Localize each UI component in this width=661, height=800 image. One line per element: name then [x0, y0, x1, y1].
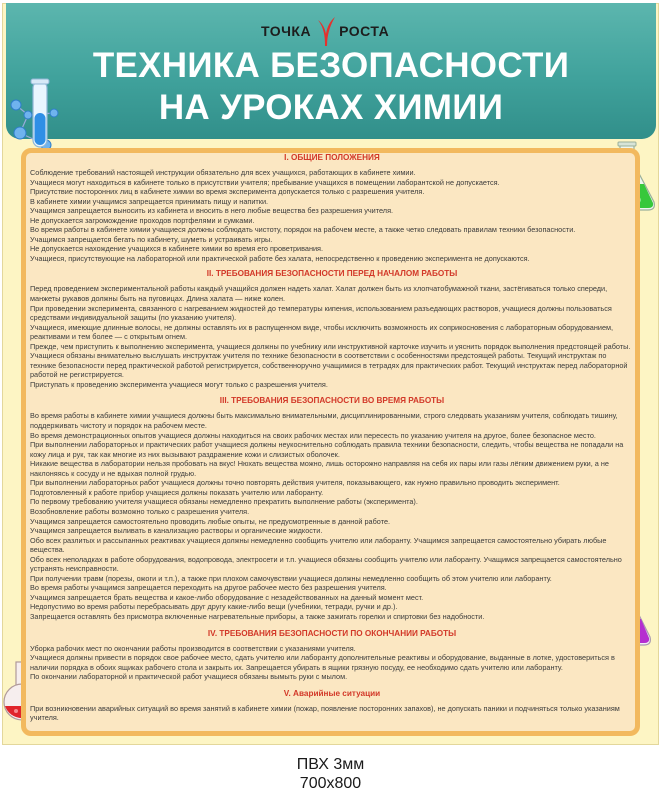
- material-label: ПВХ 3мм: [296, 756, 365, 773]
- paragraph: Не допускается нахождение учащихся в кабинете химии во время его проветривания.: [30, 244, 324, 254]
- paragraph: Возобновление работы возможно только с разрешения учителя.: [30, 506, 250, 516]
- paragraph: При проведении эксперимента, связанного с нагреванием жидкостей до температуры кипения, использованием разъедающих растворов, учащиеся должны пользоваться средствами индивидуальной защиты (по указанию учителя).: [30, 303, 612, 323]
- paragraph: Учащиеся, присутствующие на лабораторной или практической работе без халата, непосредственно к проведению эксперимента не допускаются.: [30, 253, 530, 263]
- paragraph: Присутствие посторонних лиц в кабинете химии во время эксперимента допускается только с разрешения учителя.: [30, 187, 425, 197]
- paragraph: Недопустимо во время работы перебрасывать друг другу какие-либо вещи (учебники, тетради, ручки и др.).: [30, 602, 398, 612]
- instructions-text: [30, 151, 634, 730]
- section-emergencies: [30, 689, 634, 723]
- tochka-rosta-logo: [261, 16, 389, 46]
- paragraph: При выполнении лабораторных и практических работ учащиеся должны неукоснительно соблюдать правила техники безопасности, следить, чтобы вещества не попадали на кожу лица и рук, так как многие из них вызывают раздражение кожи и слизистых оболочек.: [30, 440, 624, 459]
- paragraph: Приступать к проведению эксперимента учащиеся могут только с разрешения учителя.: [30, 379, 328, 389]
- logo-right-word: РОСТА: [339, 23, 390, 39]
- section-heading: I. ОБЩИЕ ПОЛОЖЕНИЯ: [284, 153, 380, 162]
- paragraph: Обо всех разлитых и рассыпанных реактивах учащиеся должны немедленно сообщить учителю или лаборанту. Учащимся запрещается самостоятельно убирать любые вещества.: [30, 535, 607, 555]
- section-heading: IV. ТРЕБОВАНИЯ БЕЗОПАСНОСТИ ПО ОКОНЧАНИИ РАБОТЫ: [207, 628, 457, 638]
- paragraph: При получении травм (порезы, ожоги и т.п.), а также при плохом самочувствии учащиеся должны немедленно сообщить об этом учителю или лаборанту.: [30, 573, 552, 583]
- paragraph: Во время демонстрационных опытов учащиеся должны находиться на своих рабочих местах или пересесть по указанию учителя на другое, более безопасное место.: [30, 430, 596, 440]
- sprout-icon: [314, 16, 336, 46]
- section-general: [30, 153, 634, 263]
- page-title: [6, 45, 656, 129]
- section-heading: II. ТРЕБОВАНИЯ БЕЗОПАСНОСТИ ПЕРЕД НАЧАЛОМ РАБОТЫ: [206, 269, 458, 279]
- paragraph: Соблюдение требований настоящей инструкции обязательно для всех учащихся, работающих в кабинете химии.: [30, 168, 416, 177]
- paragraph: По окончании лабораторной и практической работ учащиеся обязаны вымыть руки с мылом.: [30, 672, 348, 682]
- title-line-2: НА УРОКАХ ХИМИИ: [158, 88, 504, 127]
- section-heading: V. Аварийные ситуации: [283, 688, 381, 698]
- logo-left-word: ТОЧКА: [261, 23, 312, 39]
- paragraph: Прежде, чем приступить к выполнению эксперимента, учащиеся должны по учебнику или инструктивной карточке изучить и уяснить порядок выполнения предстоящей работы.: [30, 341, 631, 351]
- paragraph: При выполнении лабораторных работ учащиеся должны точно повторять действия учителя, показывающего, как нужно правильно проводить эксперимент.: [30, 478, 560, 488]
- paragraph: Учащимся запрещается самостоятельно проводить любые опыты, не предусмотренные в данной работе.: [30, 516, 391, 526]
- paragraph: Учащиеся могут находиться в кабинете только в присутствии учителя; пребывание учащихся в помещении лаборантской не допускается.: [30, 177, 500, 187]
- paragraph: Подготовленный к работе прибор учащиеся должны показать учителю или лаборанту.: [30, 487, 324, 497]
- paragraph: Учащиеся должны привести в порядок свое рабочее место, сдать учителю или лаборанту дополнительные реактивы и оборудование, выданные в лотке, удостовериться в наличии порядка в обоих ящиках рабочего стола и закрыть их. Запрещается убирать в ящики грязную посуду, ее необходимо сдать учителю или лаборанту.: [30, 653, 615, 672]
- title-line-1: ТЕХНИКА БЕЗОПАСНОСТИ: [92, 46, 570, 85]
- paragraph: Во время работы учащимся запрещается переходить на другое рабочее место без разрешения учителя.: [30, 583, 387, 593]
- paragraph: Учащимся запрещается выносить из кабинета и вносить в него любые вещества без разрешения учителя.: [30, 206, 394, 216]
- paragraph: Перед проведением экспериментальной работы каждый учащийся должен надеть халат. Халат должен быть из хлопчатобумажной ткани, застёгиваться только спереди, манжеты рукавов должны быть на пуговицах. Длина халата — ниже колен.: [30, 284, 608, 304]
- header-banner: [6, 3, 656, 139]
- paragraph: Учащимся запрещается брать вещества и какое-либо оборудование с незадействованных на данный момент мест.: [30, 592, 424, 602]
- paragraph: Уборка рабочих мест по окончании работы производится в соответствии с указаниями учителя.: [30, 643, 356, 653]
- paragraph: По первому требованию учителя учащиеся обязаны немедленно прекратить выполнение работы (эксперимента).: [30, 497, 418, 507]
- paragraph: Учащиеся, имеющие длинные волосы, не должны оставлять их в распущенном виде, чтобы исключить возможность их соприкосновения с лабораторным оборудованием, реактивами и тем более — с открытым огнем.: [30, 322, 614, 342]
- size-label: 700x800: [299, 775, 362, 792]
- paragraph: Во время работы в кабинете химии учащиеся должны быть максимально внимательными, дисциплинированными, строго следовать указаниям учителя, соблюдать тишину, поддерживать чистоту и порядок на рабочем месте.: [30, 411, 618, 431]
- paragraph: Не допускается загромождение проходов портфелями и сумками.: [30, 215, 255, 225]
- material-caption: [0, 755, 661, 793]
- paragraph: Никакие вещества в лаборатории нельзя пробовать на вкус! Нюхать вещества можно, лишь осторожно направляя на себя их пары или газы лёгким движением руки, а не наклоняясь к сосуду и не вдыхая полной грудью.: [30, 459, 609, 478]
- section-after-work: [30, 629, 634, 682]
- section-before-work: [30, 269, 634, 389]
- paragraph: В кабинете химии учащимся запрещается принимать пищу и напитки.: [30, 196, 269, 206]
- section-during-work: [30, 396, 634, 621]
- section-heading: III. ТРЕБОВАНИЯ БЕЗОПАСНОСТИ ВО ВРЕМЯ РАБОТЫ: [219, 396, 445, 406]
- paragraph: Учащимся запрещается бегать по кабинету, шуметь и устраивать игры.: [30, 234, 273, 244]
- paragraph: Во время работы в кабинете химии учащиеся должны соблюдать чистоту, порядок на рабочем месте, а также четко следовать правилам техники безопасности.: [30, 225, 576, 235]
- paragraph: Запрещается оставлять без присмотра включенные нагревательные приборы, а также зажигать горелки и спиртовки без надобности.: [30, 611, 485, 621]
- paragraph: При возникновении аварийных ситуаций во время занятий в кабинете химии (пожар, появление посторонних запахов), не допускать паники и подчиняться только указаниям учителя.: [30, 703, 620, 723]
- paragraph: Обо всех неполадках в работе оборудования, водопровода, электросети и т.п. учащиеся обязаны сообщить учителю или лаборанту. Учащимся запрещается самостоятельно устранять неисправности.: [30, 554, 622, 574]
- paragraph: Учащиеся обязаны внимательно выслушать инструктаж учителя по технике безопасности в соответствии с особенностями предстоящей работы. Текущий инструктаж по технике безопасности перед практической работой регистрируется, собственноручно учащимися в тетрадях для практических работ. Текущий инструктаж перед лабораторной работой не регистрируется.: [30, 351, 628, 380]
- paragraph: Учащимся запрещается выливать в канализацию растворы и органические жидкости.: [30, 526, 323, 536]
